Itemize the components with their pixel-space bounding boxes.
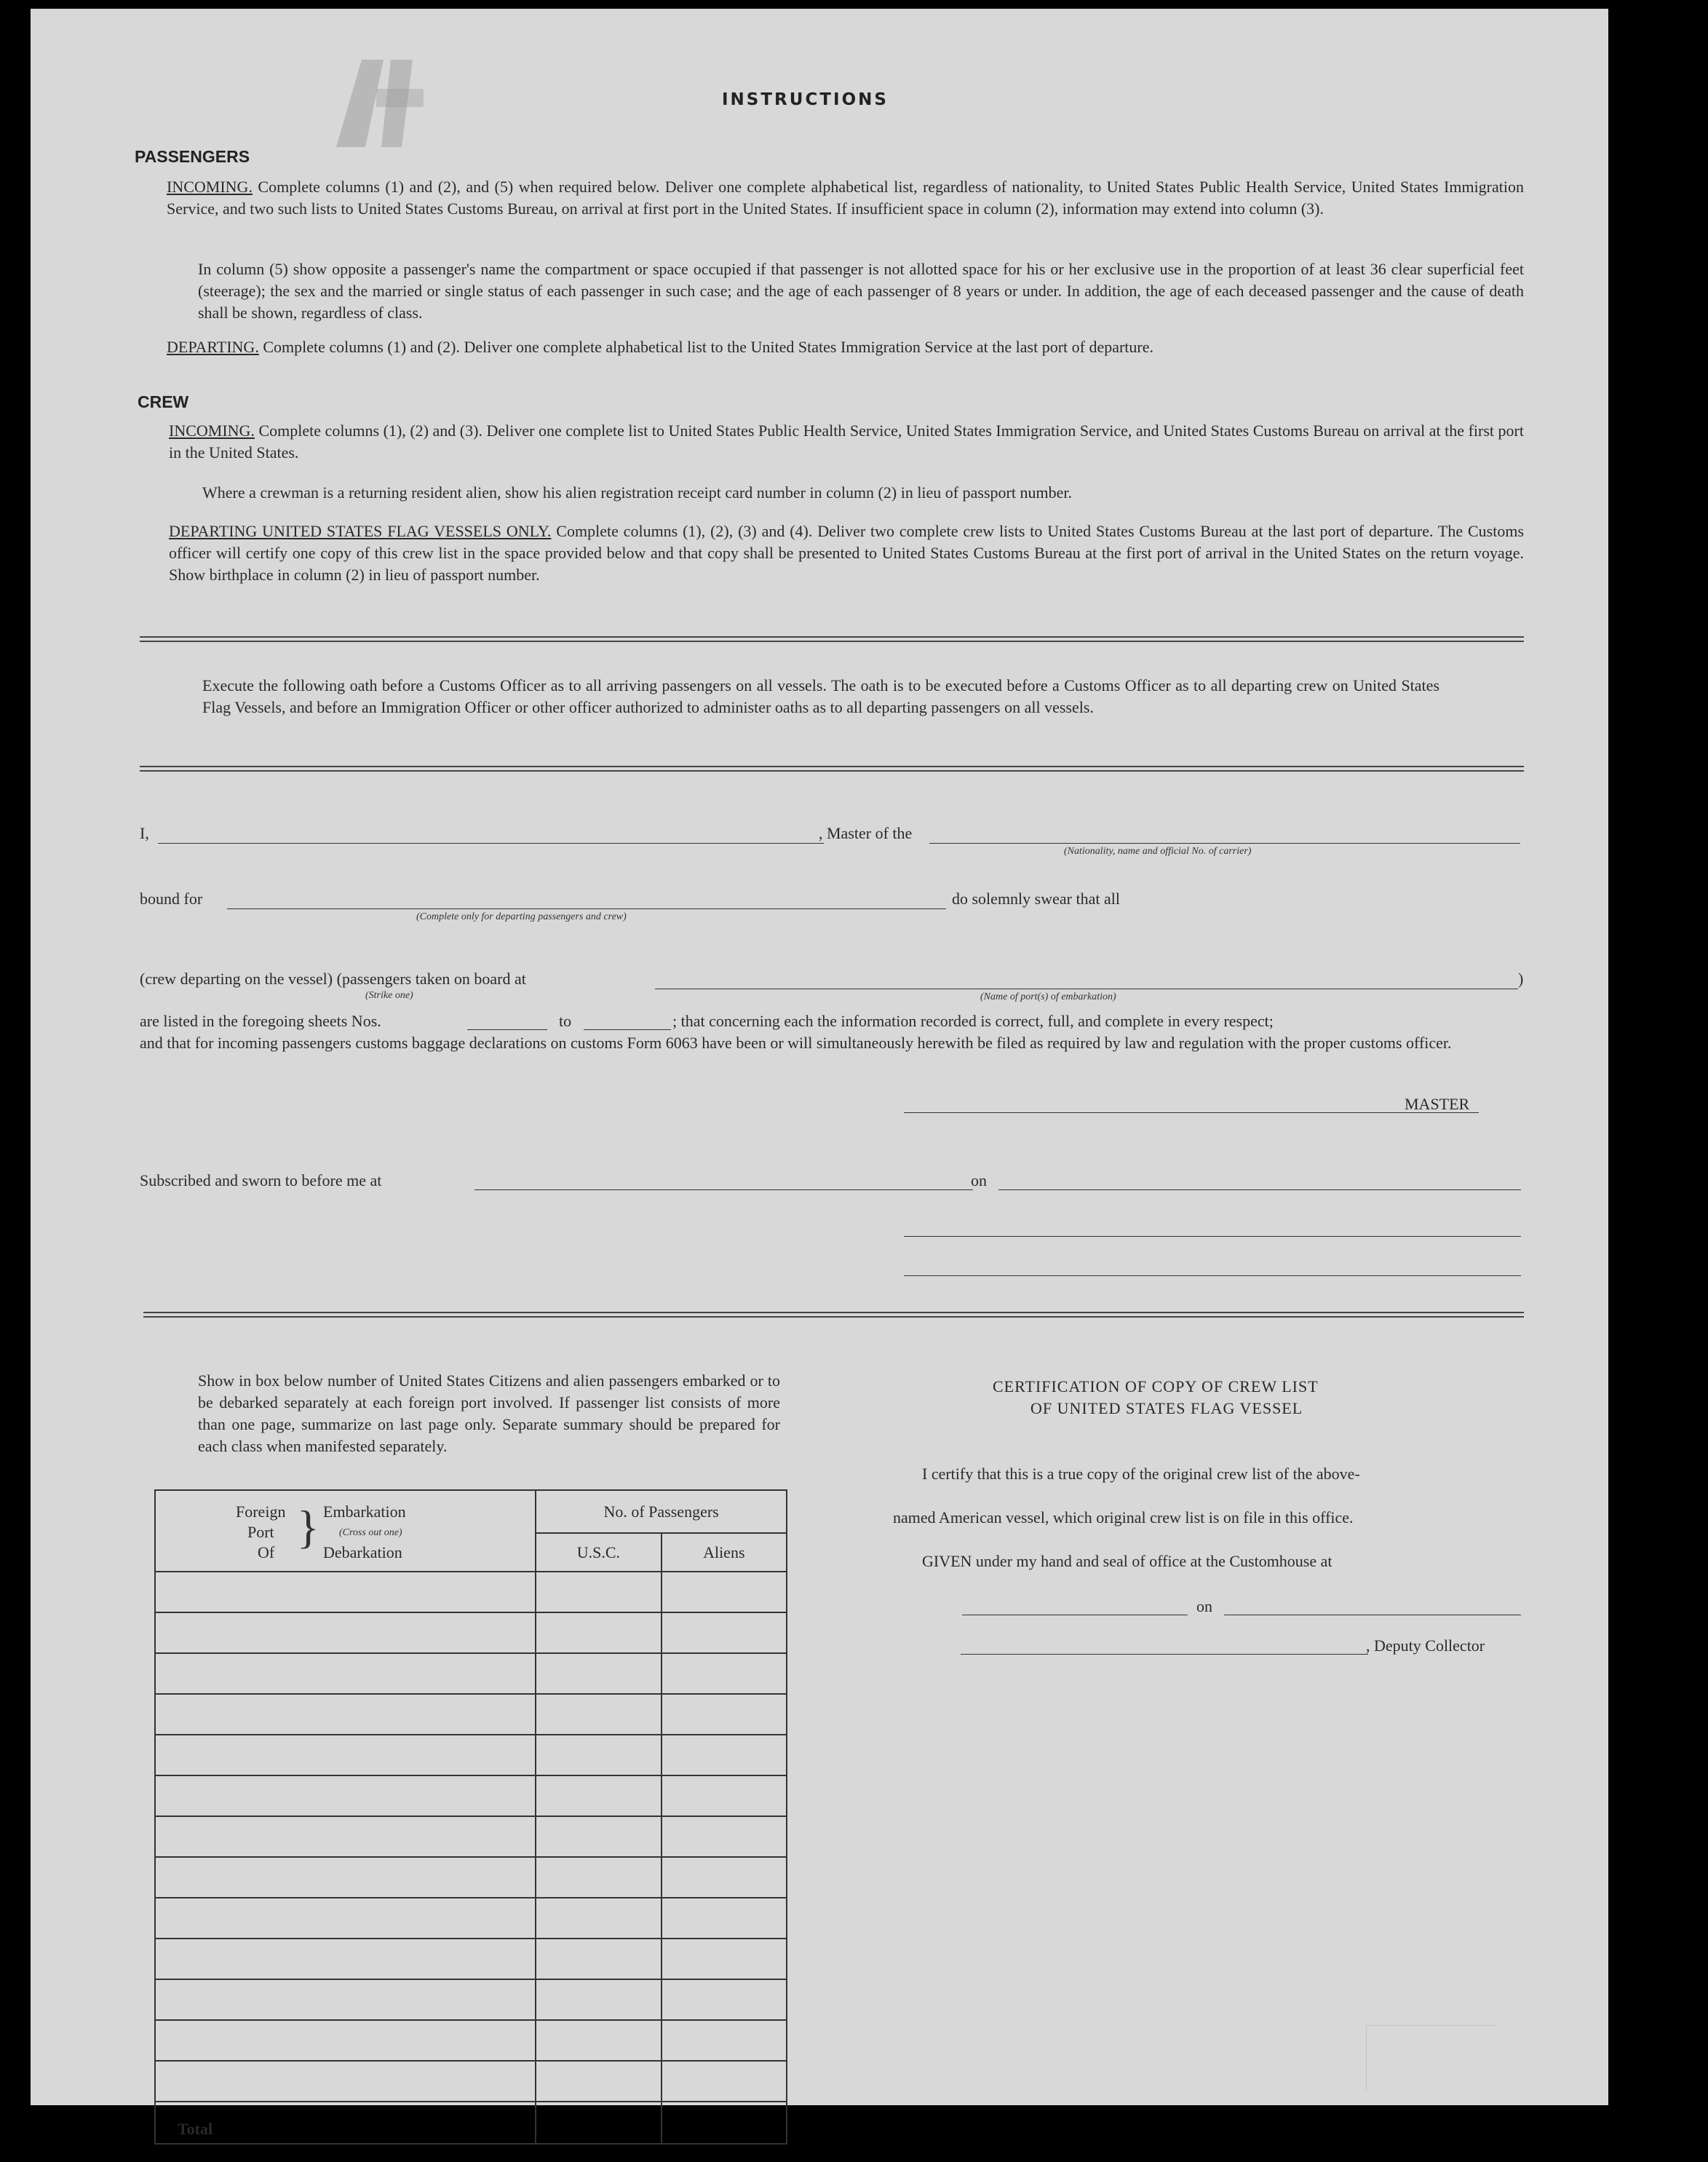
usc-cell[interactable]	[536, 1735, 661, 1775]
usc-cell[interactable]	[536, 1939, 661, 1979]
aliens-cell[interactable]	[662, 2061, 787, 2102]
table-row	[155, 2020, 787, 2061]
aliens-cell[interactable]	[662, 1694, 787, 1735]
port-cell[interactable]	[155, 1653, 536, 1694]
passengers-departing-label: DEPARTING.	[167, 338, 259, 356]
usc-cell[interactable]	[536, 1612, 661, 1653]
port-cell[interactable]	[155, 1857, 536, 1898]
debarkation-label: Debarkation	[323, 1543, 402, 1561]
usc-cell[interactable]	[536, 1694, 661, 1735]
oath-correct-text: ; that concerning each the information recorded is correct, full, and complete in every respect;	[672, 1012, 1274, 1030]
aliens-cell[interactable]	[662, 1735, 787, 1775]
port-cell[interactable]	[155, 1979, 536, 2020]
usc-cell[interactable]	[536, 1775, 661, 1816]
sheet-from-field[interactable]	[467, 1029, 547, 1030]
cross-out-note: (Cross out one)	[339, 1527, 402, 1538]
usc-cell[interactable]	[536, 1857, 661, 1898]
crew-departing-text: (crew departing on the vessel) (passengers taken on board at	[140, 970, 526, 988]
officer-signature-field[interactable]	[904, 1236, 1521, 1237]
table-row	[155, 1735, 787, 1775]
crew-resident-note: Where a crewman is a returning resident alien, show his alien registration receipt card number in column (2) in lieu of passport number.	[202, 483, 1072, 502]
crew-incoming-text: Complete columns (1), (2) and (3). Deliver one complete list to United States Public Health Service, United States Immigration Service, and United States Customs Bureau on arrival at the first port in the United States.	[169, 421, 1524, 462]
page-title: INSTRUCTIONS	[722, 90, 889, 109]
passengers-departing	[167, 336, 1524, 358]
usc-cell[interactable]	[536, 1816, 661, 1857]
table-row	[155, 1612, 787, 1653]
port-cell[interactable]	[155, 1939, 536, 1979]
embarkation-ports-note: (Name of port(s) of embarkation)	[980, 991, 1116, 1002]
total-usc-cell[interactable]	[536, 2102, 661, 2144]
port-cell[interactable]	[155, 2061, 536, 2102]
sworn-place-field[interactable]	[474, 1189, 973, 1190]
aliens-cell[interactable]	[662, 1898, 787, 1939]
table-row	[155, 1572, 787, 1612]
officer-title-field[interactable]	[904, 1275, 1521, 1276]
table-header-row	[155, 1490, 787, 1533]
aliens-header: Aliens	[662, 1533, 787, 1572]
passengers-incoming-label: INCOMING.	[167, 178, 253, 196]
port-cell[interactable]	[155, 1735, 536, 1775]
oath-baggage-text: and that for incoming passengers customs baggage declarations on customs Form 6063 have been or will simultaneously herewith be filed as required by law and regulation with the proper customs officer.	[140, 1034, 1452, 1052]
brace-icon: }	[297, 1501, 319, 1553]
of-label: Of	[258, 1543, 275, 1561]
certification-line-2: named American vessel, which original crew list is on file in this office.	[893, 1508, 1354, 1527]
bound-for-field[interactable]	[227, 908, 946, 909]
section-divider	[140, 766, 1524, 772]
aliens-cell[interactable]	[662, 1653, 787, 1694]
carrier-field[interactable]	[929, 843, 1520, 844]
crew-heading: CREW	[138, 392, 189, 411]
usc-header: U.S.C.	[536, 1533, 661, 1572]
table-row	[155, 1939, 787, 1979]
port-cell[interactable]	[155, 1572, 536, 1612]
crew-departing-text: Complete columns (1), (2), (3) and (4). Deliver two complete crew lists to United States Customs Bureau at the last port of departure. The Customs officer will certify one copy of this crew list in the space provided below and that copy shall be presented to United States Customs Bureau at the first port of arrival in the United States on the return voyage. Show birthplace in column (2) in lieu of passport number.	[169, 522, 1525, 584]
port-header-cell	[155, 1490, 536, 1572]
port-cell[interactable]	[155, 1612, 536, 1653]
deputy-collector-label: , Deputy Collector	[1366, 1636, 1485, 1655]
form-corner-mark	[1366, 2025, 1498, 2091]
passengers-heading: PASSENGERS	[135, 147, 250, 166]
aliens-cell[interactable]	[662, 1979, 787, 2020]
oath-intro: Execute the following oath before a Customs Officer as to all arriving passengers on all vessels. The oath is to be executed before a Customs Officer as to all departing crew on United States Flag Vessels, and before an Immigration Officer or other officer authorized to administer oaths as to all departing passengers on all vessels.	[202, 676, 1439, 716]
port-cell[interactable]	[155, 1775, 536, 1816]
aliens-cell[interactable]	[662, 1857, 787, 1898]
embarkation-label: Embarkation	[323, 1502, 406, 1521]
total-row	[155, 2102, 787, 2144]
table-row	[155, 1816, 787, 1857]
usc-cell[interactable]	[536, 1979, 661, 2020]
bound-for-label: bound for	[140, 890, 203, 908]
deputy-signature-field[interactable]	[961, 1654, 1368, 1655]
certification-heading-2: OF UNITED STATES FLAG VESSEL	[1030, 1399, 1303, 1417]
crew-departing	[169, 520, 1524, 586]
stamp-mark-icon	[322, 45, 431, 154]
table-row	[155, 1979, 787, 2020]
aliens-cell[interactable]	[662, 2020, 787, 2061]
no-of-passengers-header: No. of Passengers	[536, 1490, 787, 1533]
bound-for-note: (Complete only for departing passengers and crew)	[416, 911, 627, 922]
passengers-incoming	[167, 176, 1524, 220]
certification-on-label: on	[1196, 1597, 1212, 1615]
usc-cell[interactable]	[536, 1898, 661, 1939]
port-header	[156, 1491, 535, 1571]
form-page	[31, 9, 1608, 2138]
section-divider	[140, 636, 1524, 642]
usc-cell[interactable]	[536, 1572, 661, 1612]
crew-incoming-label: INCOMING.	[169, 421, 255, 440]
master-name-field[interactable]	[158, 843, 824, 844]
master-label: MASTER	[1405, 1095, 1470, 1113]
passengers-incoming-text: Complete columns (1) and (2), and (5) when required below. Deliver one complete alphabetical list, regardless of nationality, to United States Public Health Service, United States Immigration Service, and two such lists to United States Customs Bureau, on arrival at first port in the United States. If insufficient space in column (2), information may extend into column (3).	[167, 178, 1525, 218]
aliens-cell[interactable]	[662, 1939, 787, 1979]
port-cell[interactable]	[155, 1694, 536, 1735]
summary-instructions: Show in box below number of United States Citizens and alien passengers embarked or to be debarked separately at each foreign port involved. If passenger list consists of more than one page, summarize on last page only. Separate summary should be prepared for each class when manifested separately.	[198, 1371, 780, 1455]
table-row	[155, 2061, 787, 2102]
total-label: Total	[155, 2102, 536, 2144]
port-label: Port	[247, 1523, 274, 1541]
crew-incoming	[169, 420, 1524, 464]
certification-heading-1: CERTIFICATION OF COPY OF CREW LIST	[993, 1377, 1319, 1395]
sworn-on-label: on	[971, 1171, 987, 1189]
port-cell[interactable]	[155, 1898, 536, 1939]
port-cell[interactable]	[155, 1816, 536, 1857]
table-row	[155, 1653, 787, 1694]
carrier-note: (Nationality, name and official No. of carrier)	[1064, 846, 1252, 857]
sheet-to-label: to	[559, 1012, 572, 1030]
aliens-cell[interactable]	[662, 1612, 787, 1653]
usc-cell[interactable]	[536, 2020, 661, 2061]
table-row	[155, 1898, 787, 1939]
oath-i-label: I,	[140, 824, 149, 842]
foreign-label: Foreign	[236, 1502, 286, 1521]
master-signature-field[interactable]	[904, 1112, 1479, 1113]
section-divider	[143, 1312, 1524, 1318]
subscribed-label: Subscribed and sworn to before me at	[140, 1171, 382, 1189]
usc-cell[interactable]	[536, 1653, 661, 1694]
crew-departing-label: DEPARTING UNITED STATES FLAG VESSELS ONLY.	[169, 522, 552, 540]
sheets-label: are listed in the foregoing sheets Nos.	[140, 1012, 381, 1030]
total-aliens-cell[interactable]	[662, 2102, 787, 2144]
usc-cell[interactable]	[536, 2061, 661, 2102]
close-paren: )	[1518, 970, 1524, 988]
aliens-cell[interactable]	[662, 1572, 787, 1612]
bleed-through-text	[555, 600, 564, 618]
table-row	[155, 1857, 787, 1898]
table-row	[155, 1694, 787, 1735]
passengers-departing-text: Complete columns (1) and (2). Deliver one complete alphabetical list to the United States Immigration Service at the last port of departure.	[263, 338, 1154, 356]
port-cell[interactable]	[155, 2020, 536, 2061]
table-row	[155, 1775, 787, 1816]
aliens-cell[interactable]	[662, 1775, 787, 1816]
aliens-cell[interactable]	[662, 1816, 787, 1857]
strike-one-note: (Strike one)	[365, 990, 413, 1001]
master-of-the-label: , Master of the	[819, 824, 913, 842]
swear-text: do solemnly swear that all	[952, 890, 1120, 908]
sworn-date-field[interactable]	[998, 1189, 1521, 1190]
passenger-summary-table	[154, 1489, 787, 2145]
certification-line-3: GIVEN under my hand and seal of office at the Customhouse at	[922, 1552, 1332, 1570]
certification-line-1: I certify that this is a true copy of the original crew list of the above-	[922, 1465, 1360, 1483]
passengers-column5-note: In column (5) show opposite a passenger's name the compartment or space occupied if that passenger is not allotted space for his or her exclusive use in the proportion of at least 36 clear superficial feet (steerage); the sex and the married or single status of each passenger in such case; and the age of each passenger of 8 years or under. In addition, the age of each deceased passenger and the cause of death shall be shown, regardless of class.	[198, 260, 1524, 322]
sheet-to-field[interactable]	[584, 1029, 671, 1030]
